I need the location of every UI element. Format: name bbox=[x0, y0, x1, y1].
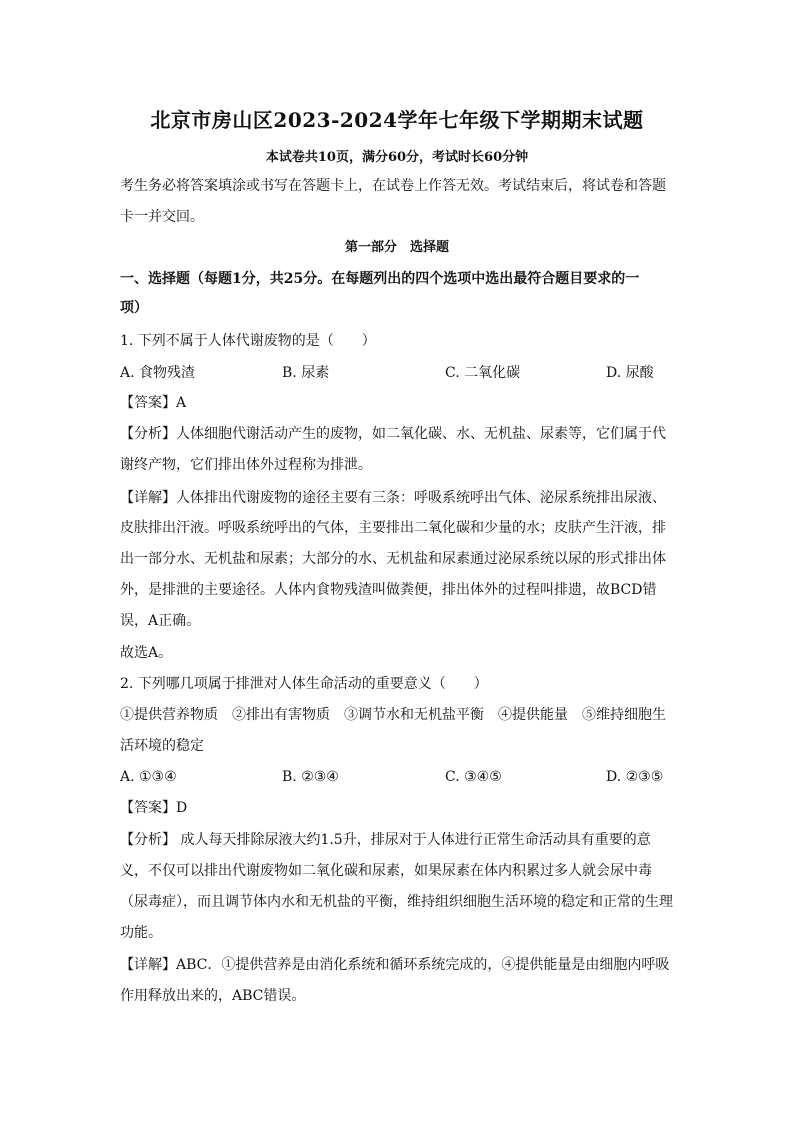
detail-line: 外，是排泄的主要途径。人体内食物残渣叫做粪便，排出体外的过程叫排遗，故BCD错 bbox=[120, 582, 657, 598]
option-c: C. 二氧化碳 bbox=[445, 365, 521, 381]
option-c: C. ③④⑤ bbox=[445, 769, 502, 785]
question-2-items: ①提供营养物质 ②排出有害物质 ③调节水和无机盐平衡 ④提供能量 ⑤维持细胞生 bbox=[120, 707, 666, 723]
instructions-line: 卡一并交回。 bbox=[120, 209, 204, 225]
option-b: B. ②③④ bbox=[282, 769, 339, 785]
part-title: 第一部分 选择题 bbox=[344, 240, 449, 255]
detail-line: 误，A正确。 bbox=[120, 613, 201, 629]
answer: 【答案】A bbox=[120, 395, 187, 411]
detail-line: 出一部分水、无机盐和尿素；大部分的水、无机盐和尿素通过泌尿系统以尿的形式排出体 bbox=[120, 551, 666, 567]
detail-line: 皮肤排出汗液。呼吸系统呼出的气体，主要排出二氧化碳和少量的水；皮肤产生汗液，排 bbox=[120, 520, 666, 536]
question-2-stem: 2. 下列哪几项属于排泄对人体生命活动的重要意义（ ） bbox=[120, 676, 488, 692]
option-a: A. ①③④ bbox=[120, 769, 177, 785]
analysis-line: （尿毒症），而且调节体内水和无机盐的平衡，维持组织细胞生活环境的稳定和正常的生理 bbox=[120, 894, 673, 910]
section-heading: 一、选择题（每题1分，共25分。在每题列出的四个选项中选出最符合题目要求的一 bbox=[120, 271, 640, 287]
analysis-line: 【分析】人体细胞代谢活动产生的废物，如二氧化碳、水、无机盐、尿素等，它们属于代 bbox=[120, 426, 666, 442]
question-1-stem: 1. 下列不属于人体代谢废物的是（ ） bbox=[120, 333, 376, 349]
option-b: B. 尿素 bbox=[282, 365, 330, 381]
detail-line: 作用释放出来的，ABC错误。 bbox=[120, 988, 306, 1004]
section-heading: 项） bbox=[120, 300, 148, 316]
instructions-line: 考生务必将答案填涂或书写在答题卡上，在试卷上作答无效。考试结束后，将试卷和答题 bbox=[120, 178, 666, 194]
conclusion: 故选A。 bbox=[120, 645, 173, 661]
option-d: D. 尿酸 bbox=[606, 365, 654, 381]
option-d: D. ②③⑤ bbox=[606, 769, 664, 785]
analysis-line: 【分析】 成人每天排除尿液大约1.5升，排尿对于人体进行正常生命活动具有重要的意 bbox=[120, 832, 651, 848]
question-2-items: 活环境的稳定 bbox=[120, 738, 204, 754]
analysis-line: 义，不仅可以排出代谢废物如二氧化碳和尿素，如果尿素在体内积累过多人就会尿中毒 bbox=[120, 863, 652, 879]
detail-line: 【详解】人体排出代谢废物的途径主要有三条：呼吸系统呼出气体、泌尿系统排出尿液、 bbox=[120, 490, 666, 506]
analysis-line: 功能。 bbox=[120, 925, 162, 941]
option-a: A. 食物残渣 bbox=[120, 365, 196, 381]
analysis-line: 谢终产物，它们排出体外过程称为排泄。 bbox=[120, 457, 372, 473]
detail-line: 【详解】ABC．①提供营养是由消化系统和循环系统完成的，④提供能量是由细胞内呼吸 bbox=[120, 957, 670, 973]
answer: 【答案】D bbox=[120, 800, 188, 816]
page-title: 北京市房山区2023-2024学年七年级下学期期末试题 bbox=[150, 108, 644, 132]
exam-subtitle: 本试卷共10页，满分60分，考试时长60分钟 bbox=[265, 150, 529, 165]
